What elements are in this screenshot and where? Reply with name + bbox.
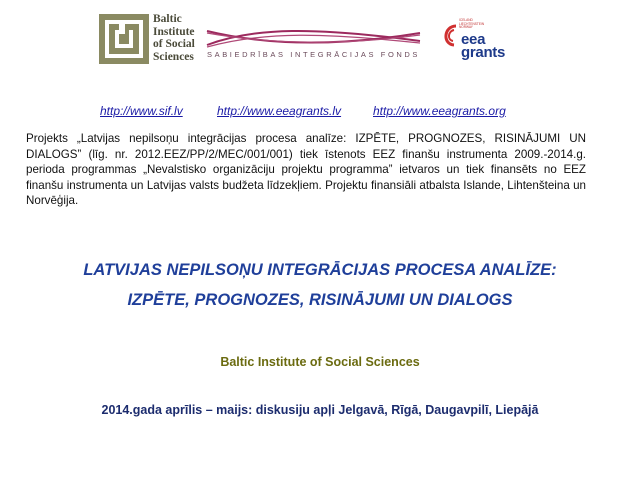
link-eeagrants-org[interactable]: http://www.eeagrants.org — [373, 104, 506, 118]
link-eeagrants-lv[interactable]: http://www.eeagrants.lv — [217, 104, 342, 118]
project-description: Projekts „Latvijas nepilsoņu integrācijas procesa analīze: IZPĒTE, PROGNOZES, RISINĀJUMI UN DIALOGS” (līg. nr. 2012.EEZ/PP/2/MEC/001/001) tiek īstenots EEZ finanšu instrumenta 2009.-2014.g. perioda programmas „Nevalstisko organizāciju projektu programma” ietvaros un tiek finansēts no EEZ finanšu instrumenta un Latvijas valsts budžeta līdzekļiem. Projektu finansiāli atbalsta Islande, Lihtenšteina un Norvēģija. — [26, 132, 586, 207]
eea-grants-wordmark — [461, 33, 505, 59]
document-title-line-1: LATVIJAS NEPILSOŅU INTEGRĀCIJAS PROCESA ANALĪZE: — [83, 261, 557, 279]
biss-logo-line: of Social — [153, 38, 195, 51]
event-info: 2014.gada aprīlis – maijs: diskusiju apļi Jelgavā, Rīgā, Daugavpilī, Liepājā — [101, 403, 539, 417]
biss-logo-line: Baltic — [153, 13, 182, 25]
eea-grants-small-text: ICELAND LIECHTENSTEIN NORWAY — [459, 18, 485, 30]
eea-grants-word: eea — [461, 31, 486, 48]
document-title-line-2: IZPĒTE, PROGNOZES, RISINĀJUMI UN DIALOGS — [127, 291, 513, 309]
organization-name: Baltic Institute of Social Sciences — [220, 355, 420, 369]
sif-logo-caption: SABIEDRĪBAS INTEGRĀCIJAS FONDS — [207, 50, 421, 59]
biss-logo-text — [153, 13, 195, 63]
biss-logo-line: Sciences — [153, 50, 194, 63]
biss-logo-line: Institute — [153, 25, 195, 38]
eea-grants-word: grants — [461, 44, 506, 61]
biss-logo-mark-icon — [99, 14, 149, 64]
link-sif[interactable]: http://www.sif.lv — [100, 104, 183, 118]
